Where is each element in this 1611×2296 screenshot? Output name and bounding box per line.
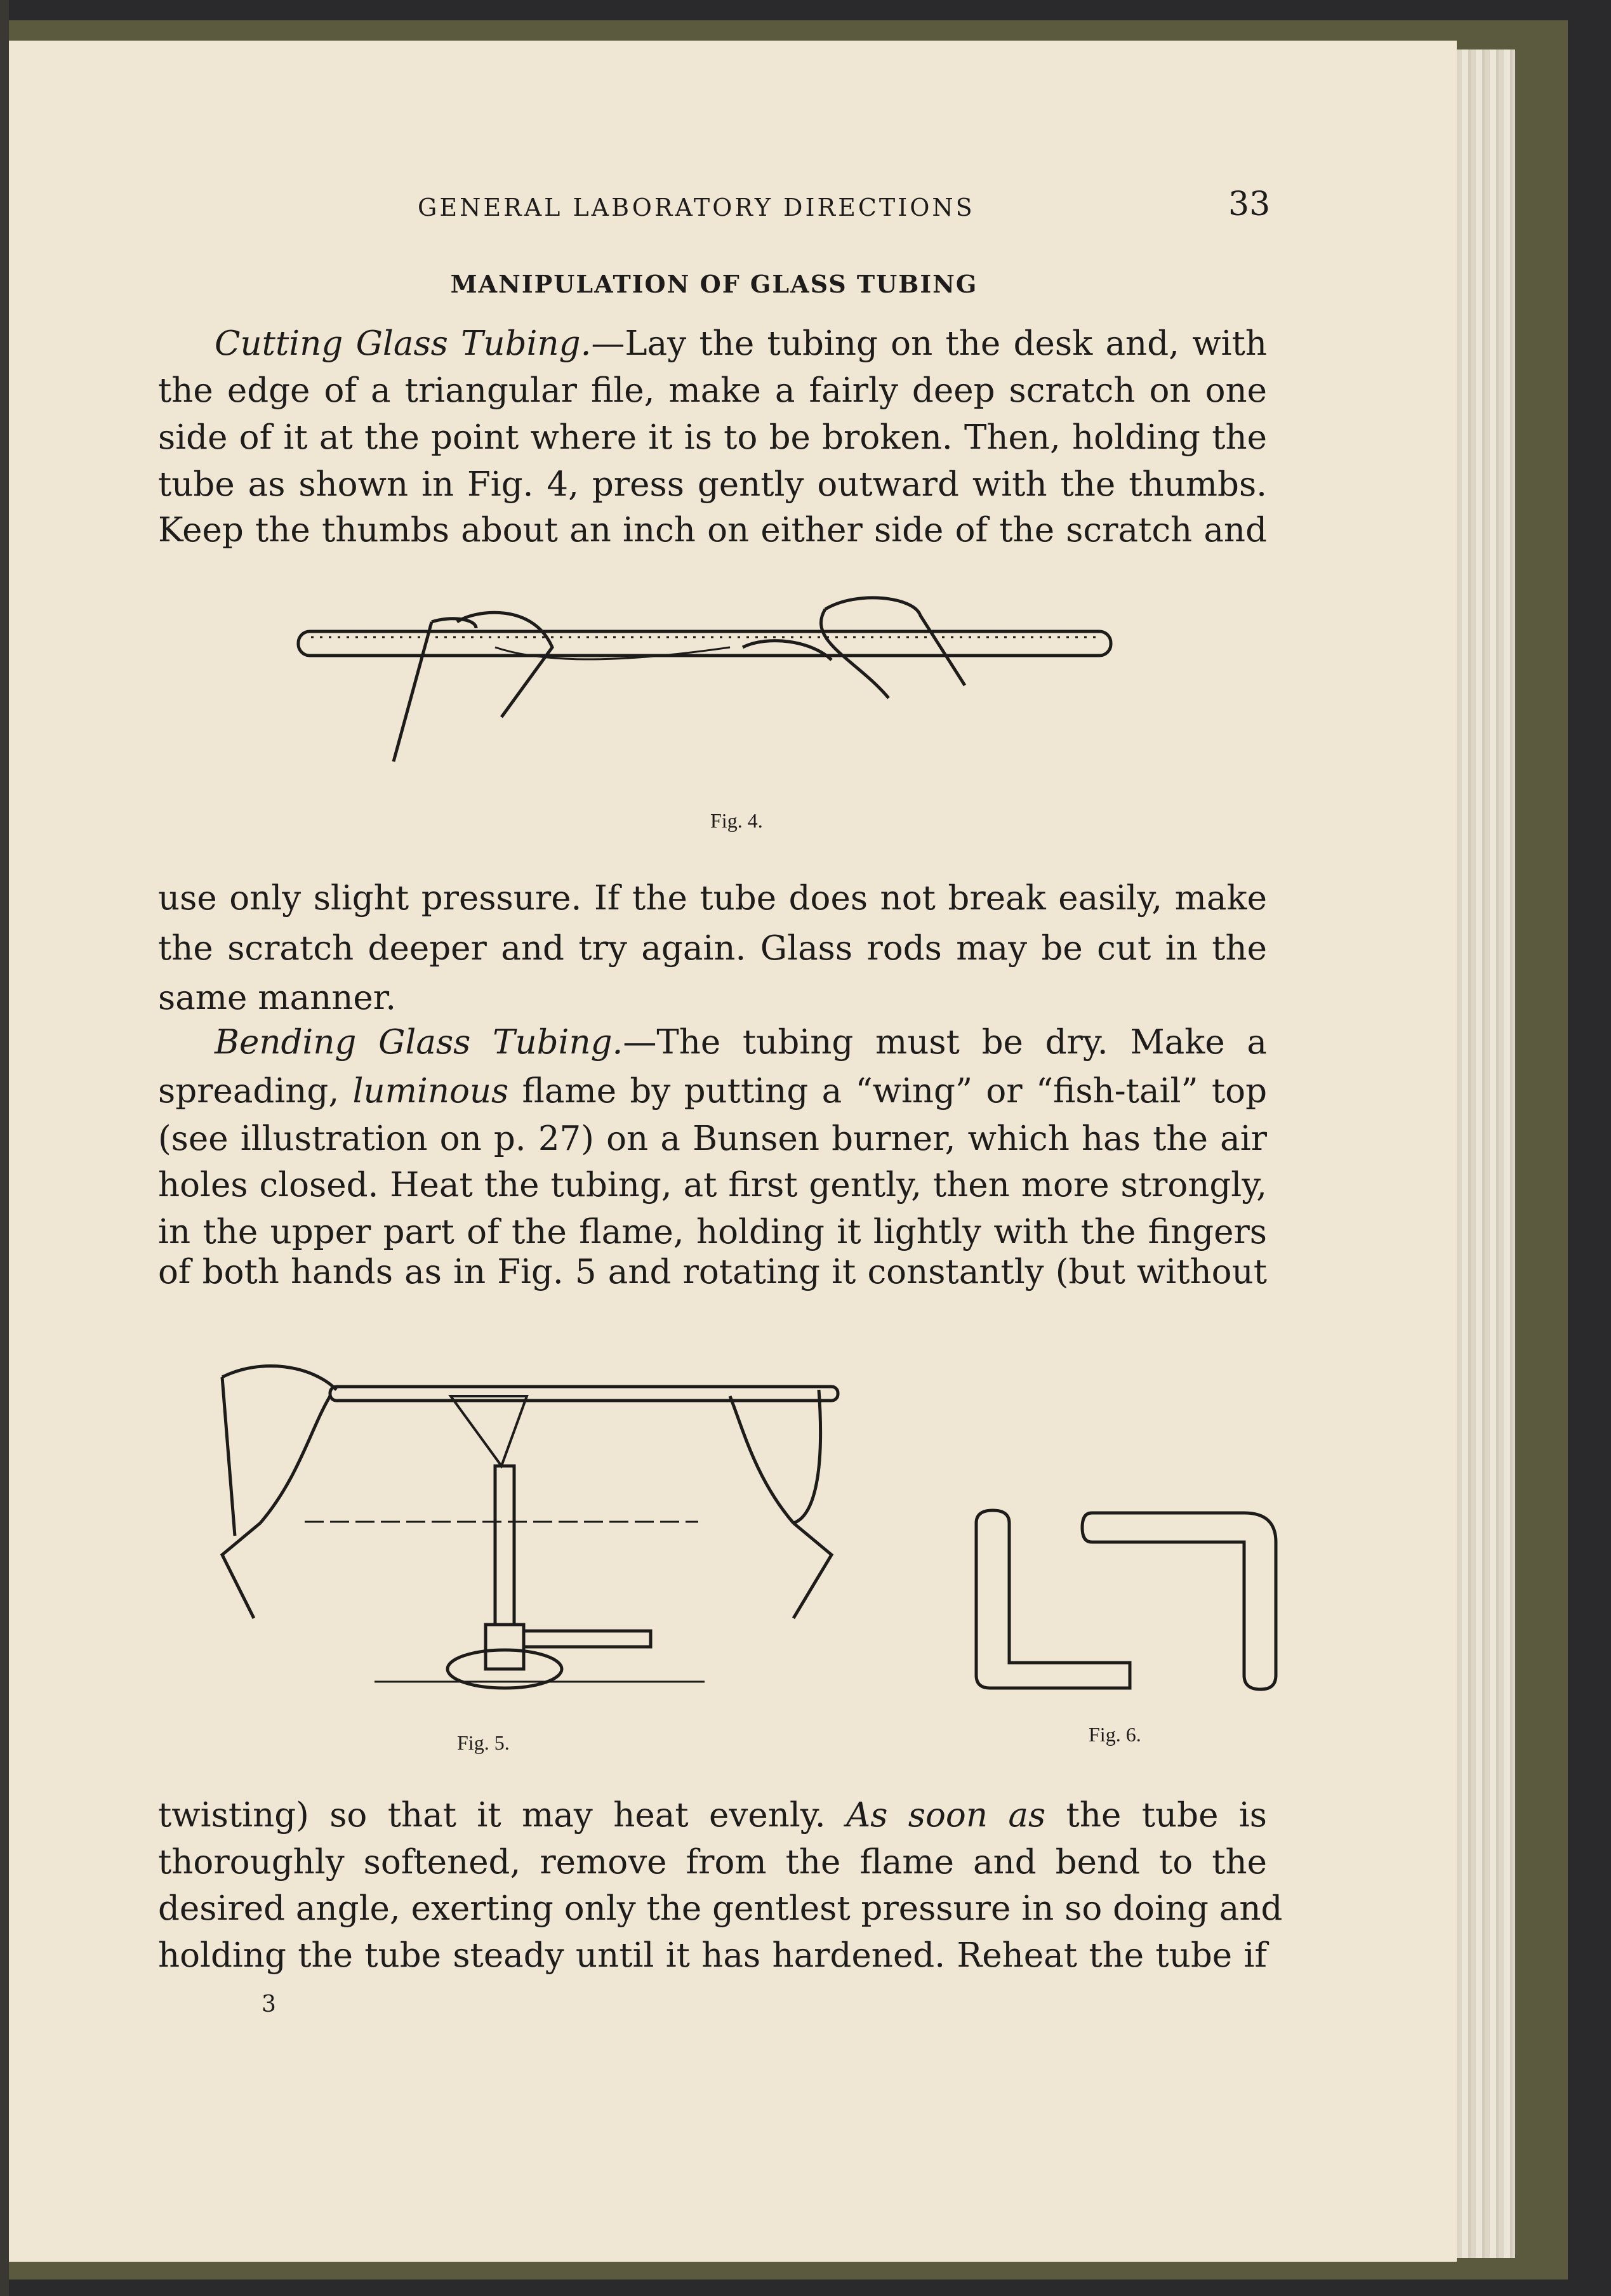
text: twisting) so that it may heat evenly.: [158, 1796, 846, 1835]
text-line: tube as shown in Fig. 4, press gently outward with the thumbs.: [158, 465, 1267, 504]
text: the tube is: [1045, 1796, 1268, 1835]
text-line: [215, 325, 1267, 363]
text-line: use only slight pressure. If the tube does not break easily, make: [158, 879, 1267, 918]
text-line: holes closed. Heat the tubing, at first gently, then more strongly,: [158, 1166, 1267, 1204]
gutter-edge: [0, 0, 9, 2296]
text-line: side of it at the point where it is to be broken. Then, holding the: [158, 418, 1267, 457]
fig5-caption: Fig. 5.: [457, 1731, 510, 1754]
fig6-caption: Fig. 6.: [1089, 1723, 1141, 1746]
text-line: (see illustration on p. 27) on a Bunsen burner, which has the air: [158, 1119, 1267, 1158]
text-line: in the upper part of the flame, holding it lightly with the fingers: [158, 1213, 1267, 1251]
running-title: GENERAL LABORATORY DIRECTIONS: [418, 194, 975, 221]
text-line: thoroughly softened, remove from the flame and bend to the: [158, 1843, 1267, 1882]
text: —The tubing must be dry. Make a: [623, 1023, 1267, 1062]
text-line: Keep the thumbs about an inch on either side of the scratch and: [158, 511, 1267, 550]
text-line: holding the tube steady until it has hardened. Reheat the tube if: [158, 1936, 1267, 1975]
text-line: same manner.: [158, 979, 397, 1017]
emphasis: luminous: [352, 1072, 509, 1111]
text-line: of both hands as in Fig. 5 and rotating it constantly (but without: [158, 1253, 1267, 1291]
section-title: MANIPULATION OF GLASS TUBING: [450, 270, 978, 298]
fig4-hands-breaking-tube: [286, 571, 1124, 787]
text-line: [215, 1024, 1267, 1062]
fig6-bent-tubes: [971, 1504, 1289, 1694]
run-in-heading: Bending Glass Tubing.: [215, 1023, 623, 1062]
text: flame by putting a “wing” or “fish-tail” top: [508, 1072, 1267, 1111]
text-line: the scratch deeper and try again. Glass rods may be cut in the: [158, 929, 1267, 968]
emphasis: As soon as: [845, 1796, 1046, 1835]
text: —Lay the tubing on the desk and, with: [591, 324, 1267, 363]
text-line: the edge of a triangular file, make a fairly deep scratch on one: [158, 371, 1267, 410]
text-line: desired angle, exerting only the gentlest pressure in so doing and: [158, 1889, 1283, 1928]
fig5-bunsen-burner-bending: [184, 1352, 851, 1707]
text-line: [158, 1797, 1267, 1835]
page-number: 33: [1228, 185, 1271, 223]
run-in-heading: Cutting Glass Tubing.: [215, 324, 592, 363]
fig4-caption: Fig. 4.: [710, 809, 763, 832]
page-edges: [1457, 49, 1515, 2258]
text-line: [158, 1072, 1267, 1111]
text: spreading,: [158, 1072, 353, 1111]
signature-mark: 3: [262, 1991, 276, 2017]
